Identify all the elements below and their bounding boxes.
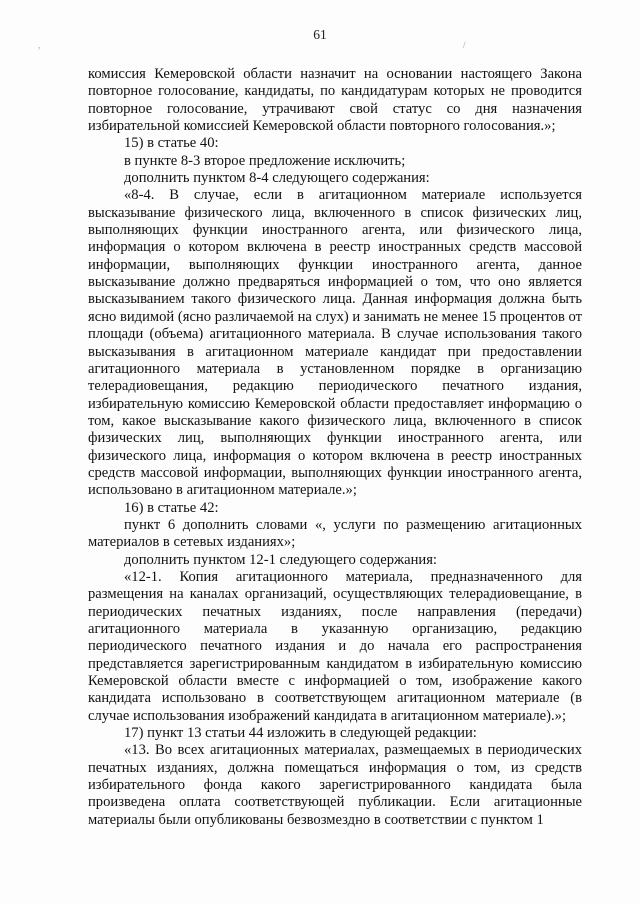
paragraph-clause-8-4-text: «8-4. В случае, если в агитационном материале используется высказывание физического лица, включенного в список физических лиц, выполняющих функции иностранного агента, или физического лица, информация о котором включена в реестр иностранных средств массовой информации, выполняющих функции иностранного агента, данное высказывание должно предваряться информацией о том, что оно является высказыванием такого физического лица. Данная информация должна быть ясно видимой (ясно различаемой на слух) и занимать не менее 15 процентов от площади (объема) агитационного материала. В случае использования такого высказывания в агитационном материале кандидат при предоставлении агитационного материала в установленном порядке в организацию телерадиовещания, редакцию периодического печатного издания, избирательную комиссию Кемеровской области предоставляет информацию о том, какое высказывание какого физического лица, включенного в список физических лиц, выполняющих функции иностранного агента, или физического лица, информация о котором включена в реестр иностранных средств массовой информации, выполняющих функции иностранного агента, использовано в агитационном материале.»; xyxy=(88,187,582,499)
scan-mark-right: / xyxy=(463,40,466,50)
scan-mark-left: , xyxy=(38,40,41,50)
paragraph-continuation: комиссия Кемеровской области назначит на основании настоящего Закона повторное голосование, кандидаты, по кандидатурам которых не проводится повторное голосование, утрачивают свой статус со дня назначения избирательной комиссией Кемеровской области повторного голосования.»; xyxy=(88,66,582,135)
paragraph-clause-6: пункт 6 дополнить словами «, услуги по размещению агитационных материалов в сетевых изданиях»; xyxy=(88,516,582,551)
item-15-heading: 15) в статье 40: xyxy=(124,135,219,152)
paragraph-clause-8-3: в пункте 8-3 второе предложение исключить; xyxy=(124,152,406,169)
paragraph-add-12-1: дополнить пунктом 12-1 следующего содержания: xyxy=(124,551,437,568)
paragraph-clause-12-1-text: «12-1. Копия агитационного материала, предназначенного для размещения на каналах организаций, осуществляющих телерадиовещание, в периодических печатных изданиях, после направления (передачи) агитационного материала в указанную организацию, редакцию периодического печатного издания и до начала его распространения представляется зарегистрированным кандидатом в избирательную комиссию Кемеровской области вместе с информацией о том, изображение какого кандидата использовано в соответствующем агитационном материале (в случае использования изображений кандидата в агитационном материале).»; xyxy=(88,568,582,724)
paragraph-clause-13-text: «13. Во всех агитационных материалах, размещаемых в периодических печатных изданиях, должна помещаться информация о том, из средств избирательного фонда какого зарегистрированного кандидата была произведена оплата соответствующей публикации. Если агитационные материалы были опубликованы безвозмездно в соответствии с пунктом 1 xyxy=(88,742,582,828)
document-body xyxy=(88,66,582,829)
item-16-heading: 16) в статье 42: xyxy=(124,499,219,516)
paragraph-add-8-4: дополнить пунктом 8-4 следующего содержания: xyxy=(124,170,430,187)
page-number: 61 xyxy=(313,27,327,42)
item-17-heading: 17) пункт 13 статьи 44 изложить в следующей редакции: xyxy=(124,725,477,742)
